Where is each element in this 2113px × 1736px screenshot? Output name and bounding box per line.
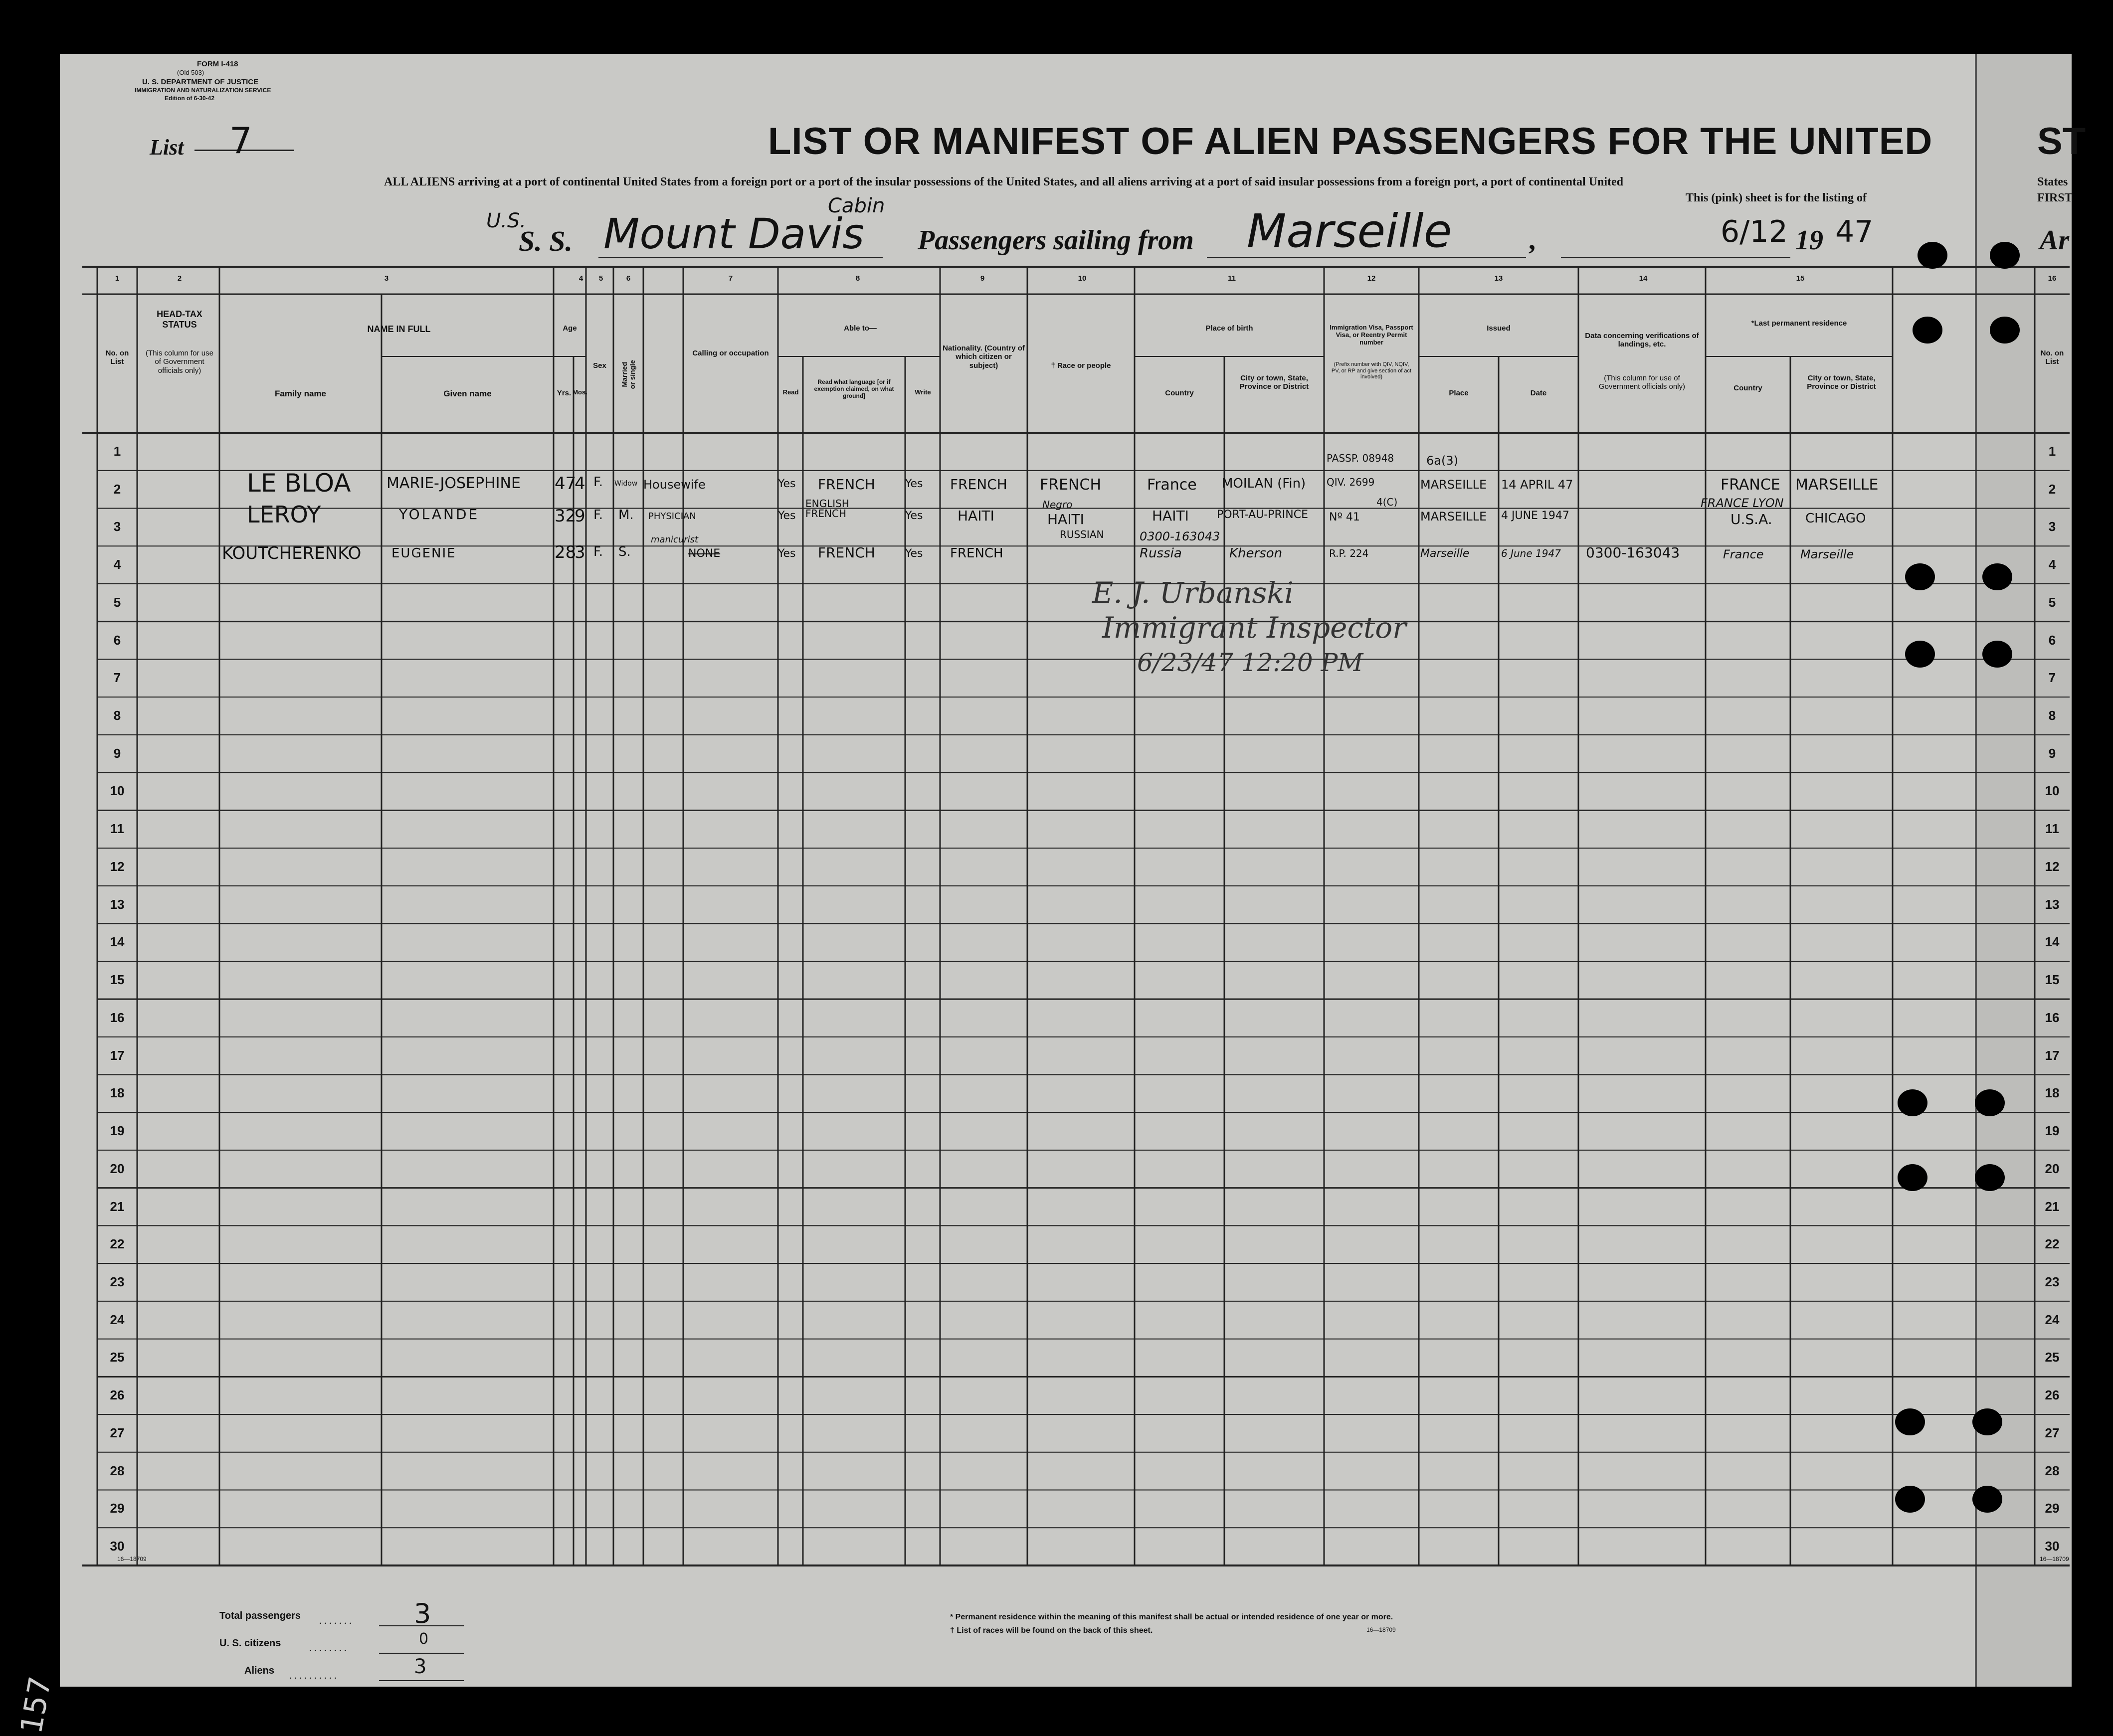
row-number: 3 [113,519,121,534]
hdr-able-to: Able to— [844,324,877,333]
row-number: 8 [2048,708,2056,723]
punch-hole [1895,1408,1925,1435]
row-number: 17 [2045,1047,2060,1063]
hdr-married: Married or single [620,359,636,389]
row-number: 14 [2045,934,2060,950]
sex: F. [593,544,603,559]
given-name: YOLANDE [399,506,480,522]
row-number: 19 [2045,1123,2060,1139]
punch-hole [1972,1408,2002,1435]
birth-city: MOILAN (Fin) [1222,476,1306,491]
can-read: Yes [778,510,796,522]
punch-hole [1990,317,2020,344]
visa-section: 4(C) [1376,496,1398,508]
leader-dots: . . . . . . . [319,1615,352,1626]
family-name: KOUTCHERENKO [222,543,362,563]
aliens-line [379,1680,464,1681]
list-number: 7 [229,120,252,162]
row-number: 7 [2048,670,2056,686]
row-number: 8 [113,708,121,723]
can-write: Yes [905,510,923,522]
colnum-12: 12 [1367,274,1376,283]
visa-section: 6a(3) [1426,454,1458,468]
ss-label: S. S. [519,225,573,257]
port-of-departure: Marseille [1247,204,1452,258]
age-months: 3 [575,542,585,562]
year-prefix: 19 [1795,225,1823,256]
residence-city: Marseille [1800,547,1854,561]
marital-status: S. [618,544,631,559]
hdr-calling: Calling or occupation [692,349,769,357]
visa-number: Nº 41 [1329,511,1360,523]
row-number: 23 [2045,1274,2060,1289]
row-number: 11 [2045,821,2059,837]
residence-country: U.S.A. [1730,511,1772,527]
hdr-issue-date: Date [1530,389,1547,397]
nationality: FRENCH [950,476,1007,493]
occupation: Housewife [643,478,706,492]
row-number: 26 [2045,1388,2060,1403]
row-number: 21 [2045,1199,2060,1214]
race: HAITI [1047,511,1084,527]
row-number: 11 [110,821,124,837]
issue-place: MARSEILLE [1420,478,1487,492]
residence-city: MARSEILLE [1795,476,1879,494]
row-number: 30 [2045,1539,2060,1554]
print-code-center: 16—18709 [1366,1626,1396,1633]
landing-data: 0300-163043 [1586,544,1680,561]
punch-hole [1975,1089,2005,1116]
can-read: Yes [778,547,796,560]
colnum-14: 14 [1639,274,1648,283]
marital-status: M. [618,508,634,522]
arriving-label: Ar [2040,225,2070,256]
inspector-title: Immigrant Inspector [1102,611,1406,645]
sailing-label: Passengers sailing from [918,225,1194,256]
issue-place: Marseille [1420,547,1470,560]
total-label: Total passengers [219,1610,301,1621]
punch-hole [1913,317,1942,344]
cabin-note: Cabin [828,194,885,217]
hdr-head-tax: HEAD-TAX STATUS [157,309,202,330]
row-number: 1 [2048,443,2056,459]
row-number: 10 [110,783,125,799]
hdr-yrs: Yrs. [557,389,572,397]
row-number: 15 [110,972,125,988]
visa-number: PASSP. 08948 QIV. 2699 [1327,452,1394,488]
row-number: 24 [2045,1312,2060,1327]
punch-hole [1895,1486,1925,1513]
birth-country: France [1147,476,1197,494]
colnum-9: 9 [980,274,985,283]
row-number: 6 [113,632,121,648]
row-number: 24 [110,1312,125,1327]
colnum-6: 6 [626,274,631,283]
colnum-16: 16 [2048,274,2057,283]
punch-hole [1905,563,1935,590]
old-form-number: (Old 503) [177,69,204,76]
row-number: 9 [113,745,121,761]
ship-name: Mount Davis [603,209,864,258]
colnum-5: 5 [598,274,603,283]
row-number: 29 [2045,1501,2060,1516]
row-number: 13 [110,896,125,912]
nationality: HAITI [958,508,994,524]
colnum-10: 10 [1078,274,1087,283]
row-number: 13 [2045,896,2060,912]
leader-dots: . . . . . . . . . . [289,1670,337,1681]
sex: F. [593,475,603,490]
colnum-13: 13 [1494,274,1503,283]
hdr-res-country: Country [1733,384,1762,392]
row-number: 9 [2048,745,2056,761]
hdr-res-city: City or town, State, Province or District [1807,374,1876,391]
row-number: 16 [110,1010,125,1025]
row-number: 3 [2048,519,2056,534]
hdr-name-in-full: NAME IN FULL [367,324,431,334]
residence-country: France [1723,547,1764,561]
race-note: Negro [1042,499,1073,511]
total-value: 3 [414,1598,431,1629]
issue-date: 4 JUNE 1947 [1501,510,1569,522]
inspector-signature: E. J. Urbanski [1092,576,1294,610]
punch-hole [1918,242,1947,269]
age-months: 4 [575,474,585,494]
row-number: 12 [110,859,125,874]
hdr-place-of-birth: Place of birth [1205,324,1253,333]
occupation-note: manicurist [651,534,699,545]
print-code-left: 16—18709 [117,1556,147,1562]
form-number: FORM I-418 [197,60,238,68]
service: IMMIGRATION AND NATURALIZATION SERVICE [135,87,271,94]
row-number: 6 [2048,632,2056,648]
row-number: 23 [110,1274,125,1289]
row-number: 18 [110,1085,125,1101]
residence-city: CHICAGO [1805,511,1866,526]
colnum-7: 7 [728,274,733,283]
row-number: 26 [110,1388,125,1403]
marital-status: Widow [614,480,638,488]
birth-country: HAITI [1152,508,1189,524]
row-number: 16 [2045,1010,2060,1025]
residence-note: FRANCE LYON [1701,496,1784,510]
nationality: FRENCH [950,546,1003,561]
page-mark: 157 [13,1674,58,1736]
age-years: 28 [555,542,576,562]
row-number: 10 [2045,783,2060,799]
row-number: 30 [110,1539,125,1554]
family-name: LEROY [247,501,321,528]
family-name: LE BLOA [247,469,351,498]
punch-hole [1990,242,2020,269]
can-write: Yes [905,478,923,490]
row-number: 19 [110,1123,125,1139]
punch-hole [1972,1486,2002,1513]
hdr-last-residence: *Last permanent residence [1751,319,1847,328]
row-number: 17 [110,1047,125,1063]
row-number: 29 [110,1501,125,1516]
row-number: 20 [2045,1161,2060,1176]
subtitle-right: States [2037,175,2068,188]
birth-city: PORT-AU-PRINCE [1217,509,1308,521]
issue-date: 14 APRIL 47 [1501,478,1573,492]
birth-city: Kherson [1229,546,1283,561]
residence-country: FRANCE [1721,476,1780,494]
row-number: 22 [2045,1236,2060,1252]
footnote-residence: * Permanent residence within the meaning of this manifest shall be actual or intended residence of one year or more. [950,1613,1393,1621]
subtitle: ALL ALIENS arriving at a port of continental United States from a foreign port or a port of the insular possessions of the United States, and all aliens arriving at a port of said insular possessions from a foreign port, a port of continental United [384,175,1623,188]
page-title: LIST OR MANIFEST OF ALIEN PASSENGERS FOR THE UNITED [768,120,1933,163]
row-number: 15 [2045,972,2060,988]
row-number: 28 [2045,1463,2060,1478]
row-number: 4 [113,557,121,572]
total-line [379,1625,464,1626]
colnum-15: 15 [1796,274,1805,283]
punch-hole [1982,641,2012,668]
list-label: List [150,135,184,160]
comma: , [1529,225,1536,256]
aliens-label: Aliens [244,1665,275,1676]
leader-dots: . . . . . . . . [309,1643,347,1654]
hdr-read-what: Read what language [or if exemption claimed, on what ground] [814,378,894,399]
hdr-landing: Data concerning verifications of landings, etc. [1585,332,1699,349]
row-number: 12 [2045,859,2060,874]
hdr-given-name: Given name [443,389,492,398]
can-write: Yes [905,547,923,560]
sex: F. [593,508,603,522]
year-suffix: 47 [1835,214,1874,249]
hdr-issue-place: Place [1449,389,1469,397]
hdr-head-tax-note: (This column for use of Government officials only) [146,349,213,375]
inspection-stamp: 6/23/47 12:20 PM [1137,648,1363,677]
hdr-sex: Sex [593,361,606,370]
colnum-2: 2 [177,274,182,283]
visa-number: R.P. 224 [1329,547,1369,559]
occupation: PHYSICIAN [648,511,696,521]
punch-hole [1905,641,1935,668]
subtitle-2: This (pink) sheet is for the listing of [1686,191,1867,204]
occupation: NONE [688,547,721,560]
row-number: 27 [110,1425,125,1440]
row-number: 28 [110,1463,125,1478]
aliens-value: 3 [414,1655,427,1678]
subtitle-right-2: FIRST [2037,191,2073,204]
hdr-no-on-list-right: No. on List [2040,349,2064,366]
row-number: 21 [110,1199,125,1214]
hdr-issued: Issued [1487,324,1511,333]
row-number: 5 [113,594,121,610]
colnum-8: 8 [855,274,860,283]
row-number: 2 [2048,481,2056,497]
punch-hole [1975,1164,2005,1191]
citizens-line [379,1653,464,1654]
hdr-visa-note: (Prefix number with QIV, NQIV, PV, or RP and give section of act involved) [1331,361,1412,380]
age-years: 47 [555,474,576,494]
age-months: 9 [575,506,585,526]
issue-place: MARSEILLE [1420,510,1487,523]
sailing-date: 6/12 [1721,214,1788,249]
issue-date: 6 June 1947 [1501,547,1561,559]
row-number: 25 [2045,1350,2060,1365]
hdr-write: Write [915,388,931,396]
citizens-value: 0 [419,1630,429,1648]
footnote-races: † List of races will be found on the back of this sheet. [950,1626,1153,1635]
language: FRENCH [818,544,875,561]
print-code-right: 16—18709 [2040,1556,2069,1562]
hdr-family-name: Family name [275,389,326,398]
hdr-mos: Mos. [573,388,587,396]
colnum-1: 1 [115,274,120,283]
given-name: EUGENIE [391,546,456,561]
row-number: 2 [113,481,121,497]
birth-country: Russia [1140,546,1182,561]
row-number: 22 [110,1236,125,1252]
hdr-visa: Immigration Visa, Passport Visa, or Reentry Permit number [1330,324,1413,346]
punch-hole [1898,1089,1927,1116]
department: U. S. DEPARTMENT OF JUSTICE [142,78,259,86]
row-number: 18 [2045,1085,2060,1101]
citizens-label: U. S. citizens [219,1638,281,1649]
hdr-no-on-list: No. on List [105,349,129,366]
row-number: 27 [2045,1425,2060,1440]
hdr-race: † Race or people [1051,361,1111,370]
hdr-nationality: Nationality. (Country of which citizen or subject) [943,344,1025,370]
row-number: 5 [2048,594,2056,610]
race: FRENCH [1040,476,1102,494]
row-number: 4 [2048,557,2056,572]
language: FRENCH [818,476,875,493]
page-title-continued: ST [2037,120,2086,163]
row-number: 20 [110,1161,125,1176]
ship-prefix: U.S. [486,209,527,232]
can-read: Yes [778,478,796,490]
hdr-birth-city: City or town, State, Province or District [1239,374,1309,391]
age-years: 32 [555,506,576,526]
hdr-birth-country: Country [1165,389,1194,397]
colnum-4: 4 [578,274,583,283]
hdr-landing-note: (This column for use of Government officials only) [1598,374,1686,391]
colnum-3: 3 [384,274,389,283]
hdr-read: Read [782,388,799,396]
row-number: 25 [110,1350,125,1365]
given-name: MARIE-JOSEPHINE [386,475,521,492]
row-number: 1 [113,443,121,459]
race: RUSSIAN [1060,528,1104,540]
row-number: 7 [113,670,121,686]
language: ENGLISH FRENCH [805,498,849,520]
colnum-11: 11 [1228,274,1236,283]
edition: Edition of 6-30-42 [165,95,215,102]
visa-section: 0300-163043 [1140,529,1220,543]
hdr-age: Age [563,324,577,333]
row-number: 14 [110,934,125,950]
punch-hole [1982,563,2012,590]
punch-hole [1898,1164,1927,1191]
